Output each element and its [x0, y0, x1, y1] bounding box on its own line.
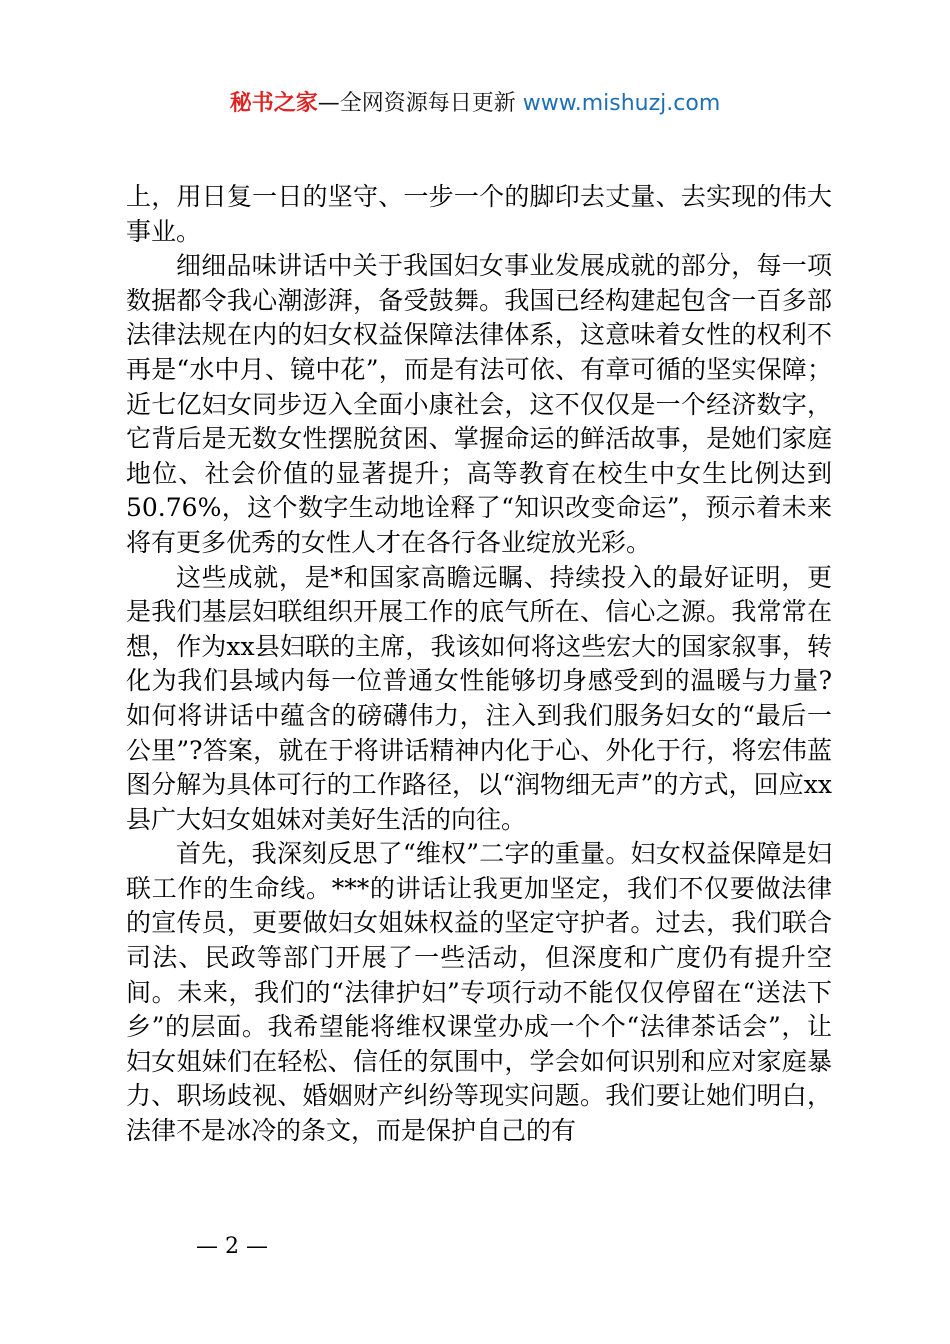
brand-name: 秘书之家	[229, 91, 318, 116]
site-header	[0, 88, 950, 120]
page-number: — 2 —	[196, 1234, 268, 1259]
site-url-link[interactable]: www.mishuzj.com	[522, 91, 721, 116]
header-tagline: —全网资源每日更新	[317, 91, 516, 116]
paragraph: 细细品味讲话中关于我国妇女事业发展成就的部分，每一项数据都令我心潮澎湃，备受鼓舞。我国已经构建起包含一百多部法律法规在内的妇女权益保障法律体系，这意味着女性的权利不再是“水中月、镜中花”，而是有法可依、有章可循的坚实保障；近七亿妇女同步迈入全面小康社会，这不仅仅是一个经济数字，它背后是无数女性摆脱贫困、掌握命运的鲜活故事，是她们家庭地位、社会价值的显著提升；高等教育在校生中女生比例达到50.76%，这个数字生动地诠释了“知识改变命运”，预示着未来将有更多优秀的女性人才在各行各业绽放光彩。	[126, 251, 832, 557]
document-body	[126, 180, 832, 1149]
paragraph-continued: 上，用日复一日的坚守、一步一个的脚印去丈量、去实现的伟大事业。	[126, 182, 832, 246]
paragraph: 这些成就，是*和国家高瞻远瞩、持续投入的最好证明，更是我们基层妇联组织开展工作的底气所在、信心之源。我常常在想，作为xx县妇联的主席，我该如何将这些宏大的国家叙事，转化为我们县域内每一位普通女性能够切身感受到的温暖与力量?如何将讲话中蕴含的磅礴伟力，注入到我们服务妇女的“最后一公里”?答案，就在于将讲话精神内化于心、外化于行，将宏伟蓝图分解为具体可行的工作路径，以“润物细无声”的方式，回应xx县广大妇女姐妹对美好生活的向往。	[126, 562, 832, 834]
paragraph: 首先，我深刻反思了“维权”二字的重量。妇女权益保障是妇联工作的生命线。***的讲话让我更加坚定，我们不仅要做法律的宣传员，更要做妇女姐妹权益的坚定守护者。过去，我们联合司法、民政等部门开展了一些活动，但深度和广度仍有提升空间。未来，我们的“法律护妇”专项行动不能仅仅停留在“送法下乡”的层面。我希望能将维权课堂办成一个个“法律茶话会”，让妇女姐妹们在轻松、信任的氛围中，学会如何识别和应对家庭暴力、职场歧视、婚姻财产纠纷等现实问题。我们要让她们明白，法律不是冰冷的条文，而是保护自己的有	[126, 839, 832, 1146]
